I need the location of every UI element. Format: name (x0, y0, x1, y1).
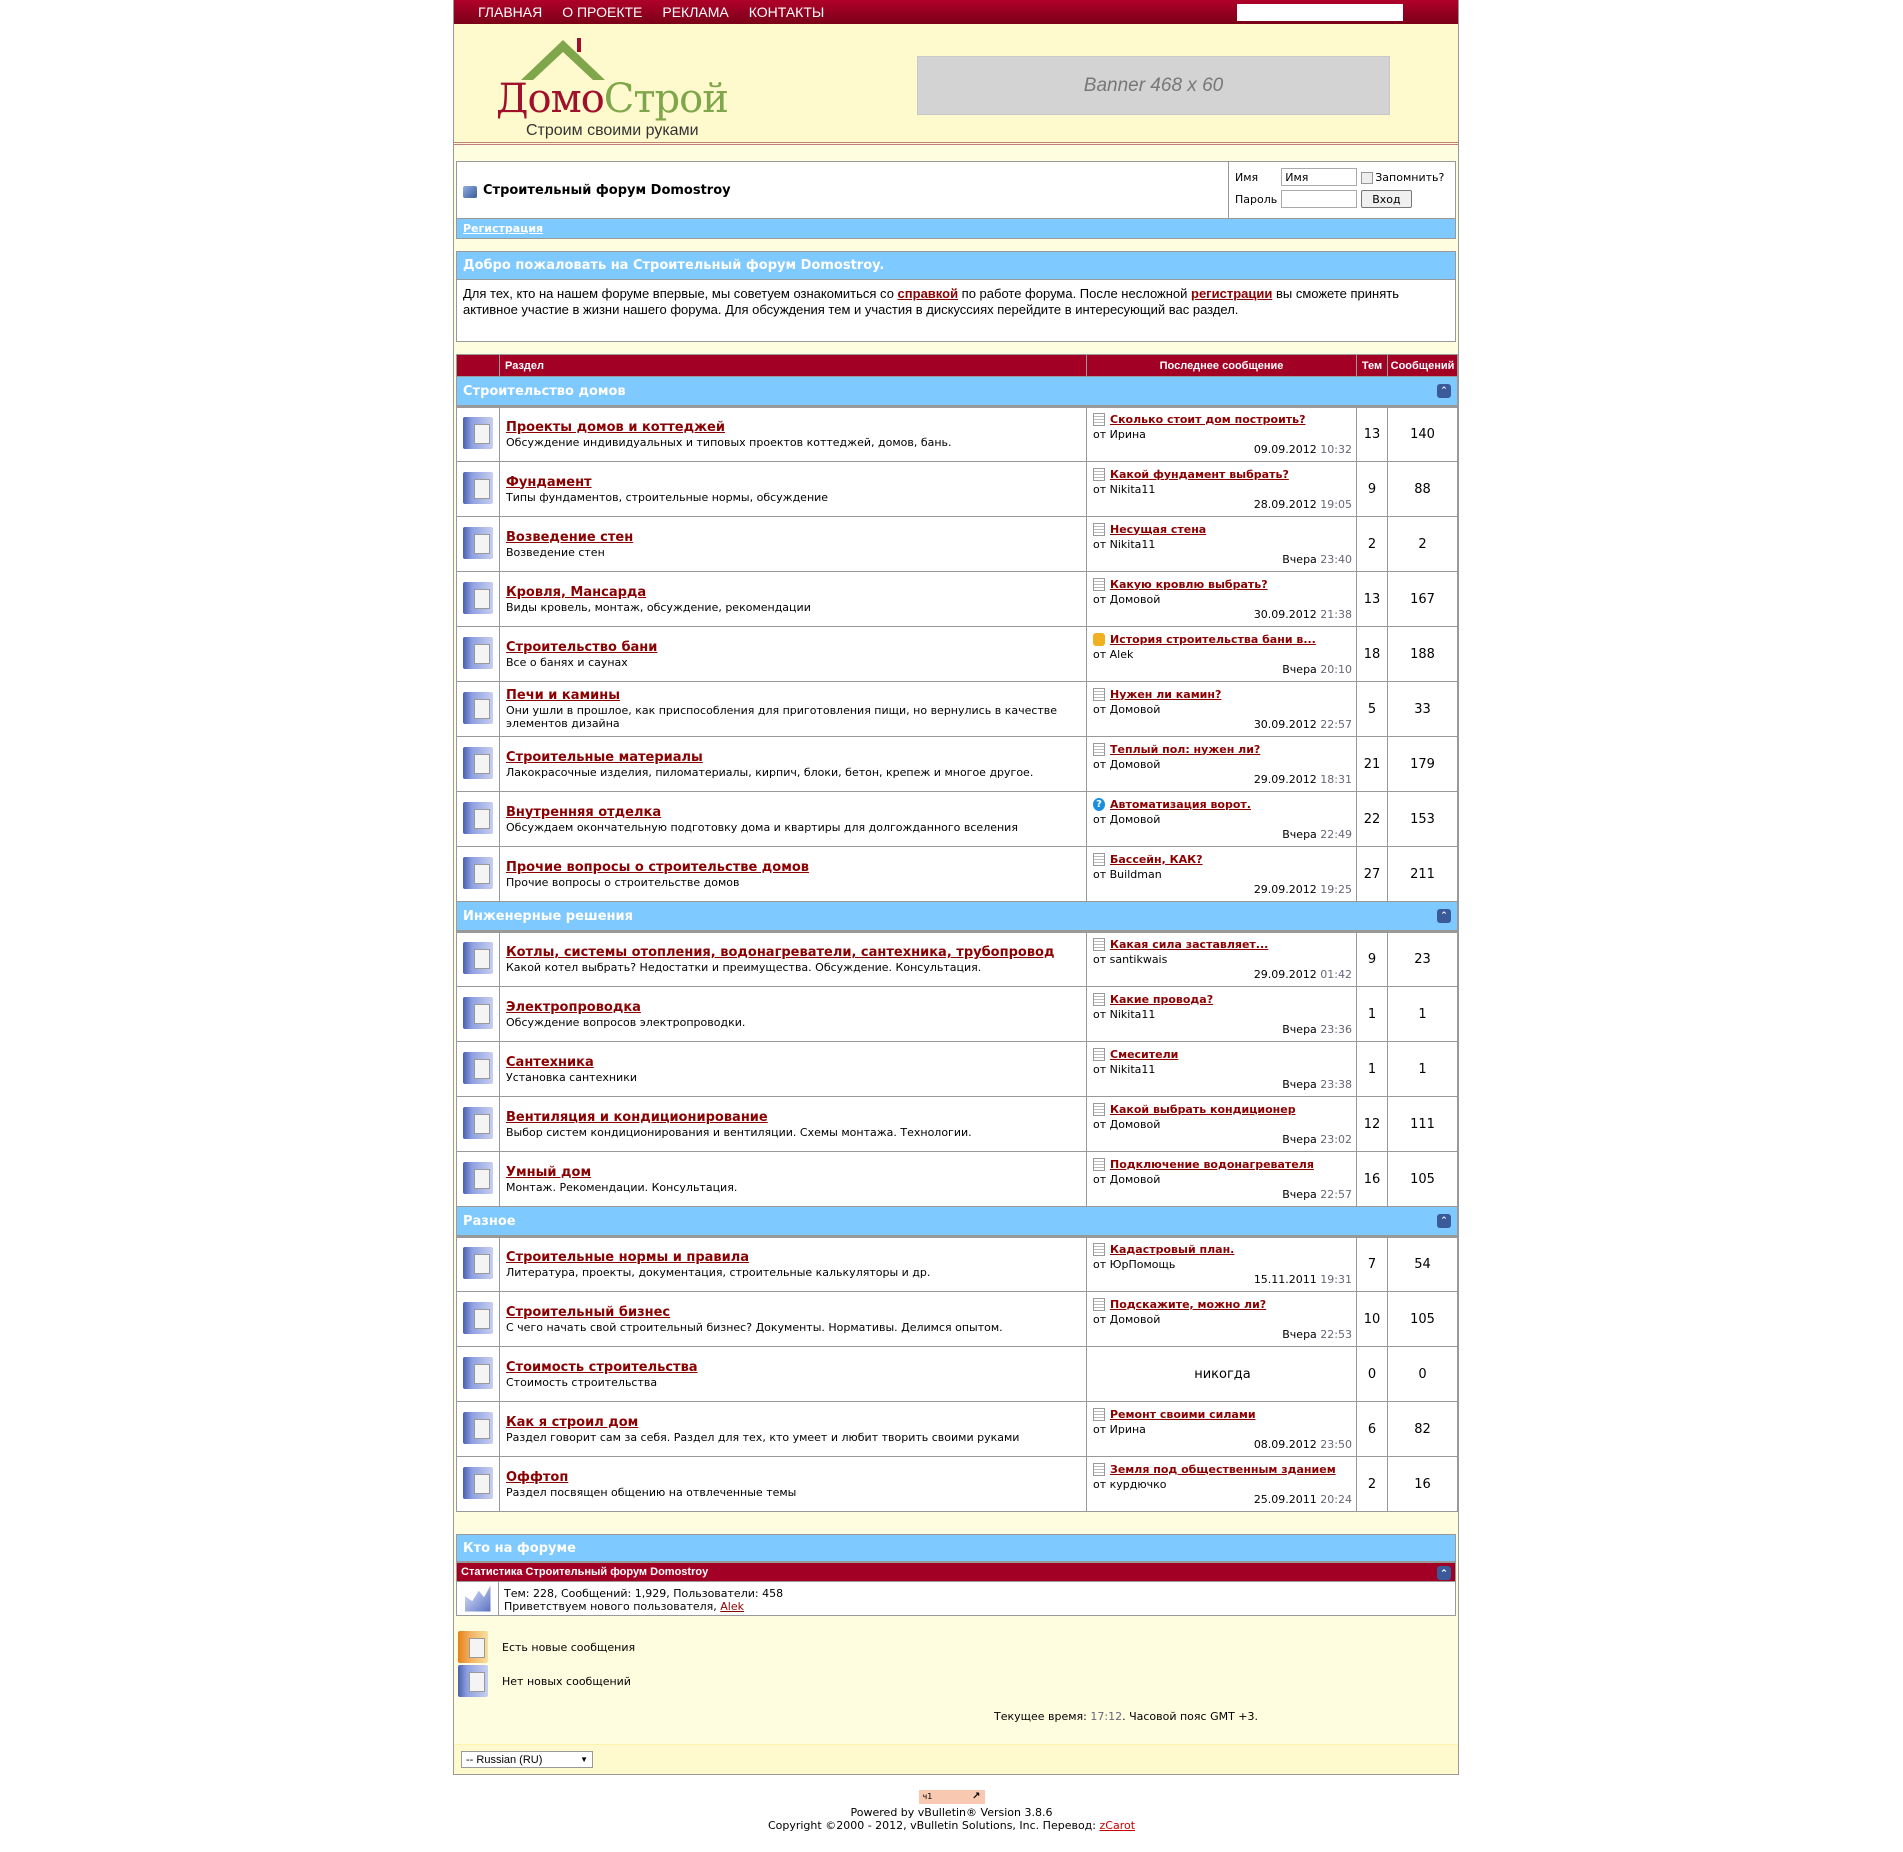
forum-link[interactable]: Кровля, Мансарда (506, 584, 647, 600)
forum-row (457, 932, 1458, 987)
forum-status-icon (463, 1052, 493, 1084)
last-post-author: от Домовой (1093, 757, 1161, 771)
forum-row (457, 987, 1458, 1042)
forum-status-icon (463, 747, 493, 779)
thread-count: 12 (1357, 1097, 1388, 1152)
forum-link[interactable]: Котлы, системы отопления, водонагреватели, сантехника, трубопровод (506, 945, 1055, 960)
last-post-cell (1087, 407, 1357, 462)
forum-row (457, 847, 1458, 902)
forum-row (457, 462, 1458, 517)
thread-count: 27 (1357, 847, 1388, 902)
thread-count: 18 (1357, 627, 1388, 682)
forum-description: Обсуждение индивидуальных и типовых проектов коттеджей, домов, бань. (506, 436, 952, 449)
thumbs-up-icon (1093, 633, 1105, 646)
house-roof-icon (511, 32, 671, 82)
welcome-text: Для тех, кто на нашем форуме впервые, мы советуем ознакомиться со справкой по работе форума. После несложной регистрации вы сможете принять активное участие в жизни нашего форума. Для обсуждения тем и участия в дискуссиях перейдите в интересующий вас раздел. (463, 286, 1399, 317)
last-post-link[interactable]: Какие провода? (1110, 992, 1214, 1006)
thread-count: 9 (1357, 932, 1388, 987)
category-row (457, 377, 1458, 407)
last-post-author: от Nikita11 (1093, 1062, 1156, 1076)
forum-link[interactable]: Печи и камины (506, 688, 620, 703)
username-label: Имя (1235, 170, 1259, 184)
post-icon (1093, 468, 1105, 481)
thread-count: 5 (1357, 682, 1388, 737)
forum-link[interactable]: Строительство бани (506, 639, 658, 655)
thread-count: 2 (1357, 517, 1388, 572)
forum-description: Они ушли в прошлое, как приспособления для приготовления пищи, но вернулись в качестве элементов дизайна (506, 704, 1058, 730)
forum-status-icon (463, 1467, 493, 1499)
site-header (454, 24, 1458, 145)
post-icon (1093, 1158, 1105, 1171)
forum-status-icon (463, 1247, 493, 1279)
forum-description: Типы фундаментов, строительные нормы, обсуждение (506, 490, 829, 504)
post-count: 179 (1388, 737, 1458, 792)
last-post-cell (1087, 737, 1357, 792)
hit-counter[interactable]: ч1 ↗ (919, 1790, 985, 1804)
forum-description: Раздел говорит сам за себя. Раздел для тех, кто умеет и любит творить своими руками (506, 1430, 1020, 1444)
last-post-date: Вчера 23:02 (1282, 1132, 1352, 1146)
translator-link[interactable]: zCarot (1099, 1819, 1136, 1832)
thread-count: 0 (1357, 1347, 1388, 1402)
question-icon: ? (1093, 798, 1105, 811)
whos-online-title: Кто на форуме (456, 1534, 1456, 1562)
forum-description: Виды кровель, монтаж, обсуждение, рекомендации (506, 600, 811, 614)
password-label: Пароль (1235, 192, 1278, 206)
stats-header: Статистика Строительный форум Domostroy ⌃ (456, 1562, 1456, 1582)
remember-checkbox[interactable] (1361, 172, 1373, 184)
forum-status-icon (463, 692, 493, 724)
last-post-cell (1087, 847, 1357, 902)
legend-no-new-posts: Нет новых сообщений (502, 1674, 631, 1688)
thread-count: 13 (1357, 572, 1388, 627)
forum-row (457, 627, 1458, 682)
last-post-link[interactable]: Какой выбрать кондиционер (1110, 1102, 1296, 1116)
thread-count: 9 (1357, 462, 1388, 517)
col-last-post: Последнее сообщение (1087, 355, 1357, 377)
last-post-date: 30.09.2012 21:38 (1253, 607, 1352, 621)
last-post-link[interactable]: Нужен ли камин? (1110, 687, 1222, 701)
last-post-cell (1087, 932, 1357, 987)
last-post-author: от Домовой (1093, 1117, 1161, 1131)
last-post-date: Вчера 22:49 (1282, 827, 1352, 841)
forum-link[interactable]: Строительный бизнес (506, 1304, 671, 1320)
last-post-link[interactable]: Подскажите, можно ли? (1110, 1297, 1267, 1311)
last-post-link[interactable]: Какая сила заставляет... (1110, 938, 1269, 951)
forum-link[interactable]: Фундамент (506, 474, 592, 490)
stats-line: Тем: 228, Сообщений: 1,929, Пользователи: 458 (504, 1587, 784, 1600)
legend-new-posts: Есть новые сообщения (502, 1640, 636, 1654)
post-count: 188 (1388, 627, 1458, 682)
collapse-icon[interactable]: ⌃ (1437, 1566, 1451, 1580)
last-post-cell (1087, 987, 1357, 1042)
post-icon (1093, 1048, 1105, 1061)
last-post-author: от Ирина (1093, 1422, 1146, 1436)
last-post-date: 08.09.2012 23:50 (1253, 1437, 1352, 1451)
last-post-author: от Nikita11 (1093, 537, 1156, 551)
whos-online-box (454, 1534, 1458, 1616)
forum-status-icon (463, 417, 493, 449)
forum-link[interactable]: Электропроводка (506, 999, 641, 1015)
last-post-date: Вчера 23:38 (1282, 1077, 1352, 1091)
thread-count: 7 (1357, 1237, 1388, 1292)
category-link[interactable]: Инженерные решения (463, 908, 633, 924)
nav-about[interactable]: О ПРОЕКТЕ (562, 4, 643, 20)
last-post-date: 29.09.2012 19:25 (1253, 882, 1352, 896)
post-count: 1 (1388, 1042, 1458, 1097)
last-post-link[interactable]: История строительства бани в... (1110, 632, 1316, 646)
post-icon (1093, 1463, 1105, 1476)
forum-row (457, 682, 1458, 737)
forum-status-icon (463, 1107, 493, 1139)
forum-status-icon (463, 582, 493, 614)
remember-label: Запомнить? (1375, 170, 1445, 184)
forum-row (457, 1152, 1458, 1207)
ad-banner[interactable]: Banner 468 x 60 (917, 56, 1390, 115)
thread-count: 22 (1357, 792, 1388, 847)
post-icon (1093, 413, 1105, 426)
forum-status-icon (463, 942, 493, 974)
forum-title: Строительный форум Domostroy (457, 162, 1228, 218)
forum-new-posts-icon (458, 1631, 488, 1663)
help-link[interactable]: справкой (897, 286, 959, 301)
post-icon (1093, 1103, 1105, 1116)
post-count: 111 (1388, 1097, 1458, 1152)
last-post-author: от santikwais (1093, 953, 1168, 966)
last-post-cell (1087, 462, 1357, 517)
forum-description: С чего начать свой строительный бизнес? Документы. Нормативы. Делимся опытом. (506, 1320, 1003, 1334)
last-post-cell (1087, 1292, 1357, 1347)
welcome-box (456, 251, 1456, 342)
forum-row (457, 1402, 1458, 1457)
forum-description: Прочие вопросы о строительстве домов (506, 875, 740, 889)
last-post-author: от Домовой (1093, 592, 1161, 606)
forum-row (457, 1042, 1458, 1097)
nav-home[interactable]: ГЛАВНАЯ (478, 4, 543, 20)
language-bar (454, 1744, 1458, 1774)
collapse-icon[interactable]: ⌃ (1437, 909, 1451, 923)
forum-row (457, 737, 1458, 792)
post-count: 23 (1388, 932, 1458, 987)
arrow-icon: ↗ (972, 1791, 981, 1802)
last-post-date: 30.09.2012 22:57 (1253, 717, 1352, 731)
post-count: 33 (1388, 682, 1458, 737)
forum-description: Стоимость строительства (506, 1375, 658, 1389)
stats-chart-icon (465, 1586, 491, 1612)
forum-link[interactable]: Внутренняя отделка (506, 804, 662, 820)
forum-row (457, 1457, 1458, 1512)
last-post-link[interactable]: Земля под общественным зданием (1110, 1462, 1336, 1476)
col-section: Раздел (500, 355, 1087, 377)
forum-link[interactable]: Умный дом (506, 1164, 592, 1180)
forum-link[interactable]: Оффтоп (506, 1469, 569, 1485)
last-post-link[interactable]: Какой фундамент выбрать? (1110, 467, 1289, 481)
category-row (457, 1207, 1458, 1237)
forum-link[interactable]: Вентиляция и кондиционирование (506, 1109, 768, 1125)
last-post-cell: никогда (1087, 1347, 1357, 1402)
top-navigation (454, 0, 1458, 24)
forum-row (457, 517, 1458, 572)
last-post-cell (1087, 682, 1357, 737)
forum-description: Обсуждение вопросов электропроводки. (506, 1015, 746, 1029)
newest-user-link[interactable]: Alek (720, 1600, 744, 1613)
forum-description: Выбор систем кондиционирования и вентиляции. Схемы монтажа. Технологии. (506, 1125, 972, 1139)
nav-advertising[interactable]: РЕКЛАМА (662, 4, 729, 20)
thread-count: 21 (1357, 737, 1388, 792)
post-count: 105 (1388, 1152, 1458, 1207)
category-link[interactable]: Разное (463, 1213, 516, 1229)
icon-legend (454, 1616, 1458, 1698)
nav-contacts[interactable]: КОНТАКТЫ (748, 4, 825, 20)
forum-description: Раздел посвящен общению на отвлеченные темы (506, 1485, 797, 1499)
col-threads: Тем (1357, 355, 1388, 377)
forum-link[interactable]: Как я строил дом (506, 1414, 639, 1430)
post-count: 105 (1388, 1292, 1458, 1347)
forum-description: Литература, проекты, документация, строительные калькуляторы и др. (506, 1266, 931, 1279)
last-post-author: от Nikita11 (1093, 1007, 1156, 1021)
post-count: 54 (1388, 1237, 1458, 1292)
last-post-link[interactable]: Несущая стена (1110, 522, 1207, 536)
forum-list-table (456, 354, 1458, 1512)
collapse-icon[interactable]: ⌃ (1437, 384, 1451, 398)
forum-description: Установка сантехники (506, 1070, 637, 1084)
last-post-author: от Домовой (1093, 702, 1161, 716)
post-count: 0 (1388, 1347, 1458, 1402)
last-post-link[interactable]: Автоматизация ворот. (1110, 797, 1251, 811)
forum-row (457, 572, 1458, 627)
col-posts: Сообщений (1388, 355, 1458, 377)
forum-status-icon (463, 472, 493, 504)
site-logo[interactable] (476, 36, 776, 139)
last-post-cell (1087, 627, 1357, 682)
welcome-title: Добро пожаловать на Строительный форум Domostroy. (457, 252, 1455, 280)
post-icon (1093, 743, 1105, 756)
post-count: 211 (1388, 847, 1458, 902)
login-form (1228, 162, 1455, 218)
thread-count: 13 (1357, 407, 1388, 462)
powered-by: Powered by vBulletin® Version 3.8.6 (850, 1806, 1053, 1819)
last-post-cell (1087, 1097, 1357, 1152)
post-icon (1093, 1408, 1105, 1421)
last-post-author: от Alek (1093, 647, 1134, 661)
last-post-date: 09.09.2012 10:32 (1253, 443, 1352, 456)
last-post-date: Вчера 22:57 (1282, 1187, 1352, 1201)
forum-status-icon (463, 1302, 493, 1334)
last-post-author: от курдючко (1093, 1477, 1167, 1491)
last-post-date: 29.09.2012 18:31 (1253, 772, 1352, 786)
current-time: Текущее время: 17:12. Часовой пояс GMT +3. (993, 1710, 1259, 1723)
forum-status-icon (463, 857, 493, 889)
forum-description: Все о банях и саунах (506, 655, 628, 669)
post-count: 82 (1388, 1402, 1458, 1457)
post-count: 88 (1388, 462, 1458, 517)
last-post-date: Вчера 23:36 (1282, 1022, 1352, 1036)
forum-row (457, 1347, 1458, 1402)
last-post-date: 15.11.2011 19:31 (1253, 1273, 1352, 1286)
last-post-cell (1087, 517, 1357, 572)
logo-title: ДомоСтрой (496, 76, 728, 122)
post-icon (1093, 938, 1105, 951)
login-button[interactable]: Вход (1361, 190, 1411, 208)
forum-status-icon (463, 527, 493, 559)
forum-status-icon (463, 1412, 493, 1444)
logo-tagline: Строим своими руками (526, 122, 699, 139)
page-container (453, 0, 1459, 1775)
password-input[interactable] (1281, 190, 1357, 208)
last-post-cell (1087, 1237, 1357, 1292)
forum-row (457, 1292, 1458, 1347)
last-post-link[interactable]: Кадастровый план. (1110, 1243, 1235, 1256)
thread-count: 16 (1357, 1152, 1388, 1207)
last-post-link[interactable]: Какую кровлю выбрать? (1110, 577, 1268, 591)
last-post-author: от ЮрПомощь (1093, 1258, 1176, 1271)
thread-count: 1 (1357, 987, 1388, 1042)
page-footer: ч1 ↗ Powered by vBulletin® Version 3.8.6 Copyright ©2000 - 2012, vBulletin Solutions, Inc. Перевод: zCarot (0, 1775, 1903, 1832)
category-link[interactable]: Строительство домов (463, 383, 626, 399)
last-post-link[interactable]: Смесители (1110, 1047, 1179, 1061)
post-count: 2 (1388, 517, 1458, 572)
forum-link[interactable]: Стоимость строительства (506, 1359, 698, 1375)
last-post-cell (1087, 1152, 1357, 1207)
thread-count: 6 (1357, 1402, 1388, 1457)
last-post-date: 28.09.2012 19:05 (1253, 497, 1352, 511)
last-post-link[interactable]: Сколько стоит дом построить? (1110, 413, 1306, 426)
forum-row (457, 792, 1458, 847)
post-count: 153 (1388, 792, 1458, 847)
last-post-cell (1087, 1042, 1357, 1097)
forum-link[interactable]: Сантехника (506, 1054, 594, 1070)
register-bar (457, 218, 1455, 238)
forum-header-box (456, 161, 1456, 239)
register-link[interactable]: Регистрация (463, 222, 544, 235)
dropdown-arrow-icon: ▼ (580, 1755, 588, 1764)
forum-status-icon (463, 637, 493, 669)
forum-link[interactable]: Проекты домов и коттеджей (506, 420, 725, 435)
last-post-cell (1087, 1402, 1357, 1457)
post-count: 16 (1388, 1457, 1458, 1512)
forum-row (457, 1237, 1458, 1292)
last-post-link[interactable]: Подключение водонагревателя (1110, 1157, 1314, 1171)
thread-count: 2 (1357, 1457, 1388, 1512)
forum-status-icon (463, 997, 493, 1029)
last-post-cell (1087, 792, 1357, 847)
last-post-author: от Домовой (1093, 1312, 1161, 1326)
registration-link[interactable]: регистрации (1191, 286, 1273, 301)
last-post-date: 29.09.2012 01:42 (1253, 968, 1352, 981)
post-icon (1093, 1243, 1105, 1256)
last-post-author: от Домовой (1093, 1172, 1161, 1186)
forum-link[interactable]: Прочие вопросы о строительстве домов (506, 859, 810, 875)
post-count: 140 (1388, 407, 1458, 462)
post-icon (1093, 688, 1105, 701)
last-post-link[interactable]: Бассейн, КАК? (1110, 852, 1203, 866)
category-row (457, 902, 1458, 932)
forum-description: Возведение стен (506, 545, 605, 559)
last-post-link[interactable]: Ремонт своими силами (1110, 1407, 1256, 1421)
last-post-author: от Buildman (1093, 867, 1162, 881)
folder-icon (463, 186, 477, 198)
forum-no-new-posts-icon (458, 1665, 488, 1697)
thread-count: 10 (1357, 1292, 1388, 1347)
post-icon (1093, 1298, 1105, 1311)
last-post-cell (1087, 1457, 1357, 1512)
top-search-input[interactable] (1237, 4, 1403, 21)
last-post-author: от Ирина (1093, 428, 1146, 441)
post-icon (1093, 993, 1105, 1006)
last-post-link[interactable]: Теплый пол: нужен ли? (1110, 742, 1261, 756)
forum-status-icon (463, 1357, 493, 1389)
last-post-author: от Nikita11 (1093, 482, 1156, 496)
last-post-cell (1087, 572, 1357, 627)
forum-status-icon (463, 802, 493, 834)
forum-description: Какой котел выбрать? Недостатки и преимущества. Обсуждение. Консультация. (506, 961, 982, 974)
forum-row (457, 1097, 1458, 1152)
last-post-author: от Домовой (1093, 812, 1161, 826)
forum-link[interactable]: Строительные нормы и правила (506, 1250, 750, 1265)
forum-row (457, 407, 1458, 462)
forum-status-icon (463, 1162, 493, 1194)
post-count: 1 (1388, 987, 1458, 1042)
language-select[interactable]: -- Russian (RU) ▼ (461, 1751, 593, 1768)
forum-description: Лакокрасочные изделия, пиломатериалы, кирпич, блоки, бетон, крепеж и многое другое. (506, 765, 1034, 779)
post-icon (1093, 523, 1105, 536)
last-post-date: 25.09.2011 20:24 (1253, 1492, 1352, 1506)
stats-row: Тем: 228, Сообщений: 1,929, Пользователи: 458 Приветствуем нового пользователя, Alek (456, 1582, 1456, 1616)
post-icon (1093, 853, 1105, 866)
last-post-date: Вчера 20:10 (1282, 662, 1352, 676)
thread-count: 1 (1357, 1042, 1388, 1097)
forum-link[interactable]: Возведение стен (506, 529, 634, 545)
forum-link[interactable]: Строительные материалы (506, 749, 703, 765)
last-post-date: Вчера 22:53 (1282, 1327, 1352, 1341)
username-input[interactable] (1281, 168, 1357, 186)
post-count: 167 (1388, 572, 1458, 627)
post-icon (1093, 578, 1105, 591)
collapse-icon[interactable]: ⌃ (1437, 1214, 1451, 1228)
last-post-date: Вчера 23:40 (1282, 552, 1352, 566)
forum-description: Обсуждаем окончательную подготовку дома и квартиры для долгожданного вселения (506, 820, 1018, 834)
forum-description: Монтаж. Рекомендации. Консультация. (506, 1180, 738, 1194)
